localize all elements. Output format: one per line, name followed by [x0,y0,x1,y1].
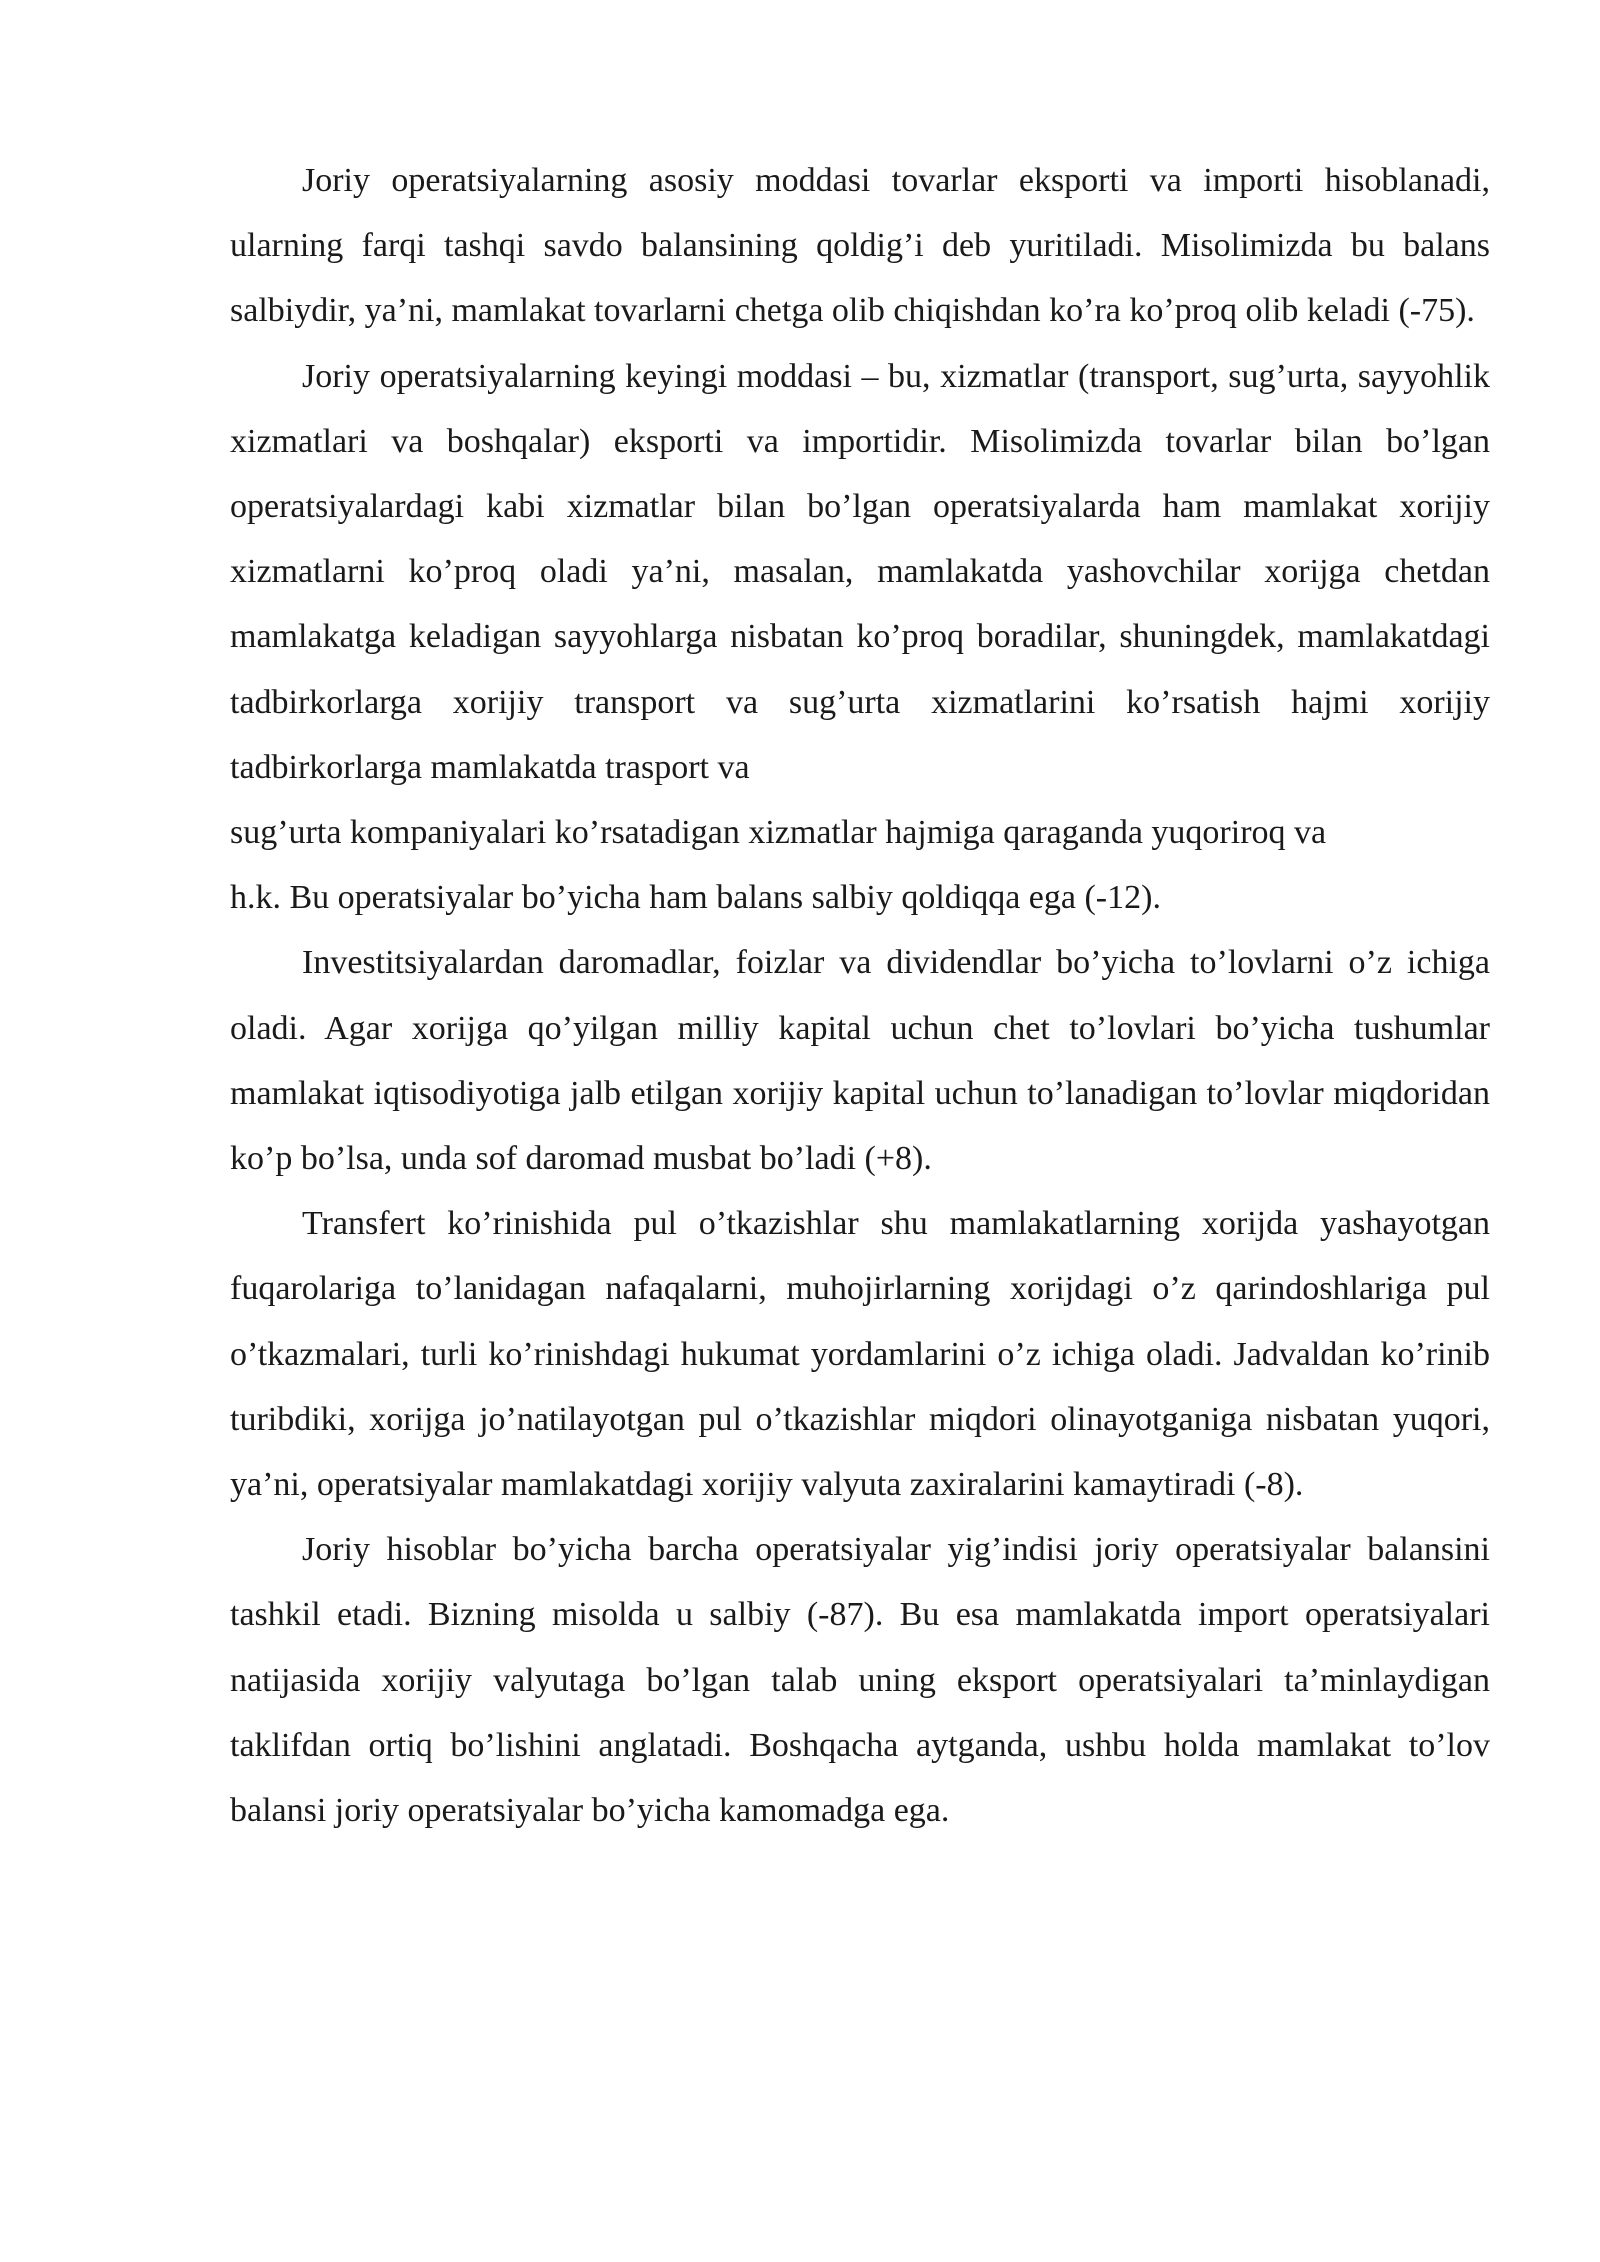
document-body [230,148,1490,1843]
paragraph-2-main: Joriy operatsiyalarning keyingi moddasi – bu, xizmatlar (transport, sug’urta, sayyohlik xizmatlari va boshqalar) eksporti va importidir. Misolimizda tovarlar bilan bo’lgan operatsiyalardagi kabi xizmatlar bilan bo’lgan operatsiyalarda ham mamlakat xorijiy xizmatlarni ko’proq oladi ya’ni, masalan, mamlakatda yashovchilar xorijga chetdan mamlakatga keladigan sayyohlarga nisbatan ko’proq boradilar, shuningdek, mamlakatdagi tadbirkorlarga xorijiy transport va sug’urta xizmatlarini ko’rsatish hajmi xorijiy tadbirkorlarga mamlakatda trasport va [230,357,1490,786]
paragraph-1: Joriy operatsiyalarning asosiy moddasi tovarlar eksporti va importi hisoblanadi, ularning farqi tashqi savdo balansining qoldig’i deb yuritiladi. Misolimizda bu balans salbiydir, ya’ni, mamlakat tovarlarni chetga olib chiqishdan ko’ra ko’proq olib keladi (-75). [230,162,1490,330]
paragraph-4: Transfert ko’rinishida pul o’tkazishlar shu mamlakatlarning xorijda yashayotgan fuqarolariga to’lanidagan nafaqalarni, muhojirlarning xorijdagi o’z qarindoshlariga pul o’tkazmalari, turli ko’rinishdagi hukumat yordamlarini o’z ichiga oladi. Jadvaldan ko’rinib turibdiki, xorijga jo’natilayotgan pul o’tkazishlar miqdori olinayotganiga nisbatan yuqori, ya’ni, operatsiyalar mamlakatdagi xorijiy valyuta zaxiralarini kamaytiradi (-8). [230,1205,1490,1504]
paragraph-2-line-a: sug’urta kompaniyalari ko’rsatadigan xizmatlar hajmiga qaraganda yuqoriroq va [230,814,1327,852]
paragraph-3: Investitsiyalardan daromadlar, foizlar va dividendlar bo’yicha to’lovlarni o’z ichiga oladi. Agar xorijga qo’yilgan milliy kapital uchun chet to’lovlari bo’yicha tushumlar mamlakat iqtisodiyotiga jalb etilgan xorijiy kapital uchun to’lanadigan to’lovlar miqdoridan ko’p bo’lsa, unda sof daromad musbat bo’ladi (+8). [230,944,1490,1178]
paragraph-2-line-b: h.k. Bu operatsiyalar bo’yicha ham balans salbiy qoldiqqa ega (-12). [230,879,1161,917]
paragraph-2 [230,344,1490,931]
paragraph-5: Joriy hisoblar bo’yicha barcha operatsiyalar yig’indisi joriy operatsiyalar balansini tashkil etadi. Bizning misolda u salbiy (-87). Bu esa mamlakatda import operatsiyalari natijasida xorijiy valyutaga bo’lgan talab uning eksport operatsiyalari ta’minlaydigan taklifdan ortiq bo’lishini anglatadi. Boshqacha aytganda, ushbu holda mamlakat to’lov balansi joriy operatsiyalar bo’yicha kamomadga ega. [230,1531,1490,1830]
